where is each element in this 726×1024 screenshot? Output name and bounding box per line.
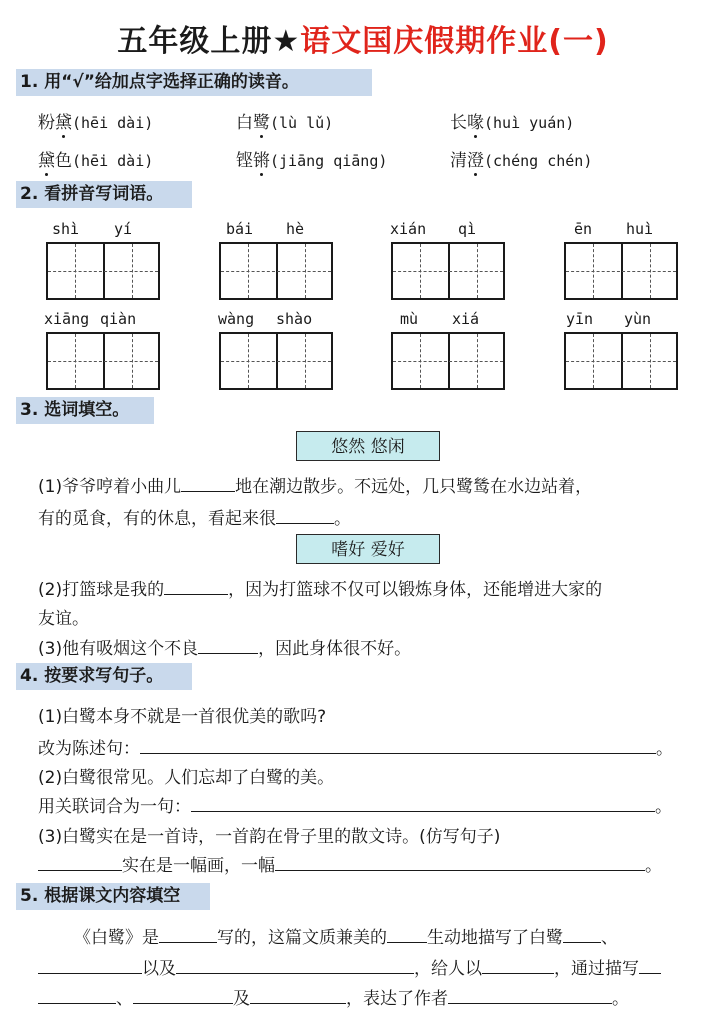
tianzige-grid[interactable] <box>219 242 333 300</box>
pinyin-label: bái <box>226 220 254 238</box>
pinyin-label: shì <box>52 220 80 238</box>
title-red: 语文国庆假期作业(一) <box>300 24 609 59</box>
q4-prompt-3: (3)白鹭实在是一首诗，一首韵在骨子里的散文诗。(仿写句子) <box>38 827 501 847</box>
section-2-heading: 2. 看拼音写词语。 <box>16 181 192 208</box>
pinyin-label: yīn <box>566 310 594 328</box>
pinyin-label: huì <box>626 220 654 238</box>
pinyin-label: qiàn <box>100 310 137 328</box>
answer-blank[interactable] <box>276 507 334 524</box>
section-5-heading: 5. 根据课文内容填空 <box>16 883 210 910</box>
q1-item: 白鹭(lù lǔ) <box>236 113 334 133</box>
pinyin-label: xiāng <box>44 310 90 328</box>
answer-blank[interactable] <box>448 987 612 1004</box>
answer-blank[interactable] <box>159 926 217 943</box>
answer-blank[interactable] <box>140 737 656 754</box>
q3-sentence-1-cont: 有的觅食，有的休息，看起来很 。 <box>38 509 351 529</box>
tianzige-grid[interactable] <box>219 332 333 390</box>
q4-answer-1: 改为陈述句： 。 <box>38 739 673 759</box>
answer-blank[interactable] <box>38 957 142 974</box>
section-1-heading: 1. 用“√”给加点字选择正确的读音。 <box>16 69 372 96</box>
pinyin-label: ēn <box>574 220 593 238</box>
q3-sentence-3: (3)他有吸烟这个不良 ，因此身体很不好。 <box>38 639 412 659</box>
q1-item: 黛色(hēi dài) <box>38 151 154 171</box>
answer-blank[interactable] <box>133 987 233 1004</box>
word-choice-box: 嗜好 爱好 <box>296 534 440 564</box>
q3-sentence-2: (2)打篮球是我的 ，因为打篮球不仅可以锻炼身体，还能增进大家的 <box>38 580 603 600</box>
pinyin-label: xián <box>390 220 427 238</box>
q1-item: 粉黛(hēi dài) <box>38 113 154 133</box>
pinyin-label: yí <box>114 220 133 238</box>
tianzige-grid[interactable] <box>564 242 678 300</box>
answer-blank[interactable] <box>387 926 427 943</box>
answer-blank[interactable] <box>482 957 554 974</box>
answer-blank[interactable] <box>38 987 116 1004</box>
pinyin-label: wàng <box>218 310 255 328</box>
tianzige-grid[interactable] <box>391 332 505 390</box>
pinyin-label: xiá <box>452 310 480 328</box>
answer-blank[interactable] <box>198 637 258 654</box>
answer-blank[interactable] <box>181 475 235 492</box>
answer-blank[interactable] <box>164 578 228 595</box>
q4-prompt-1: (1)白鹭本身不就是一首很优美的歌吗? <box>38 707 327 727</box>
q4-answer-2: 用关联词合为一句： 。 <box>38 797 672 817</box>
page-title <box>0 16 726 60</box>
pinyin-label: qì <box>458 220 477 238</box>
q5-line-2: 以及 ，给人以 ，通过描写 <box>38 954 661 979</box>
q1-item: 清澄(chéng chén) <box>450 151 593 171</box>
q5-line-3: 、 及 ，表达了作者 。 <box>38 984 629 1009</box>
word-choice-box: 悠然 悠闲 <box>296 431 440 461</box>
section-4-heading: 4. 按要求写句子。 <box>16 663 192 690</box>
q5-line-1: 《白鹭》是 写的，这篇文质兼美的 生动地描写了白鹭 、 <box>74 928 618 948</box>
q3-sentence-2-cont: 友谊。 <box>38 609 89 629</box>
tianzige-grid[interactable] <box>46 332 160 390</box>
answer-blank[interactable] <box>191 795 655 812</box>
q1-item: 长喙(huì yuán) <box>450 113 575 133</box>
answer-blank[interactable] <box>639 957 661 974</box>
answer-blank[interactable] <box>250 987 346 1004</box>
pinyin-label: mù <box>400 310 419 328</box>
q4-prompt-2: (2)白鹭很常见。人们忘却了白鹭的美。 <box>38 768 335 788</box>
pinyin-label: hè <box>286 220 305 238</box>
tianzige-grid[interactable] <box>564 332 678 390</box>
section-3-heading: 3. 选词填空。 <box>16 397 154 424</box>
answer-blank[interactable] <box>275 854 645 871</box>
title-black: 五年级上册★ <box>117 24 301 59</box>
pinyin-label: shào <box>276 310 313 328</box>
q4-answer-3: 实在是一幅画，一幅 。 <box>38 851 662 876</box>
answer-blank[interactable] <box>38 854 122 871</box>
q1-item: 铿锵(jiāng qiāng) <box>236 151 388 171</box>
pinyin-label: yùn <box>624 310 652 328</box>
q3-sentence-1: (1)爷爷哼着小曲儿 地在潮边散步。不远处，几只鹭鸶在水边站着， <box>38 477 593 497</box>
answer-blank[interactable] <box>176 957 414 974</box>
tianzige-grid[interactable] <box>46 242 160 300</box>
answer-blank[interactable] <box>563 926 601 943</box>
tianzige-grid[interactable] <box>391 242 505 300</box>
